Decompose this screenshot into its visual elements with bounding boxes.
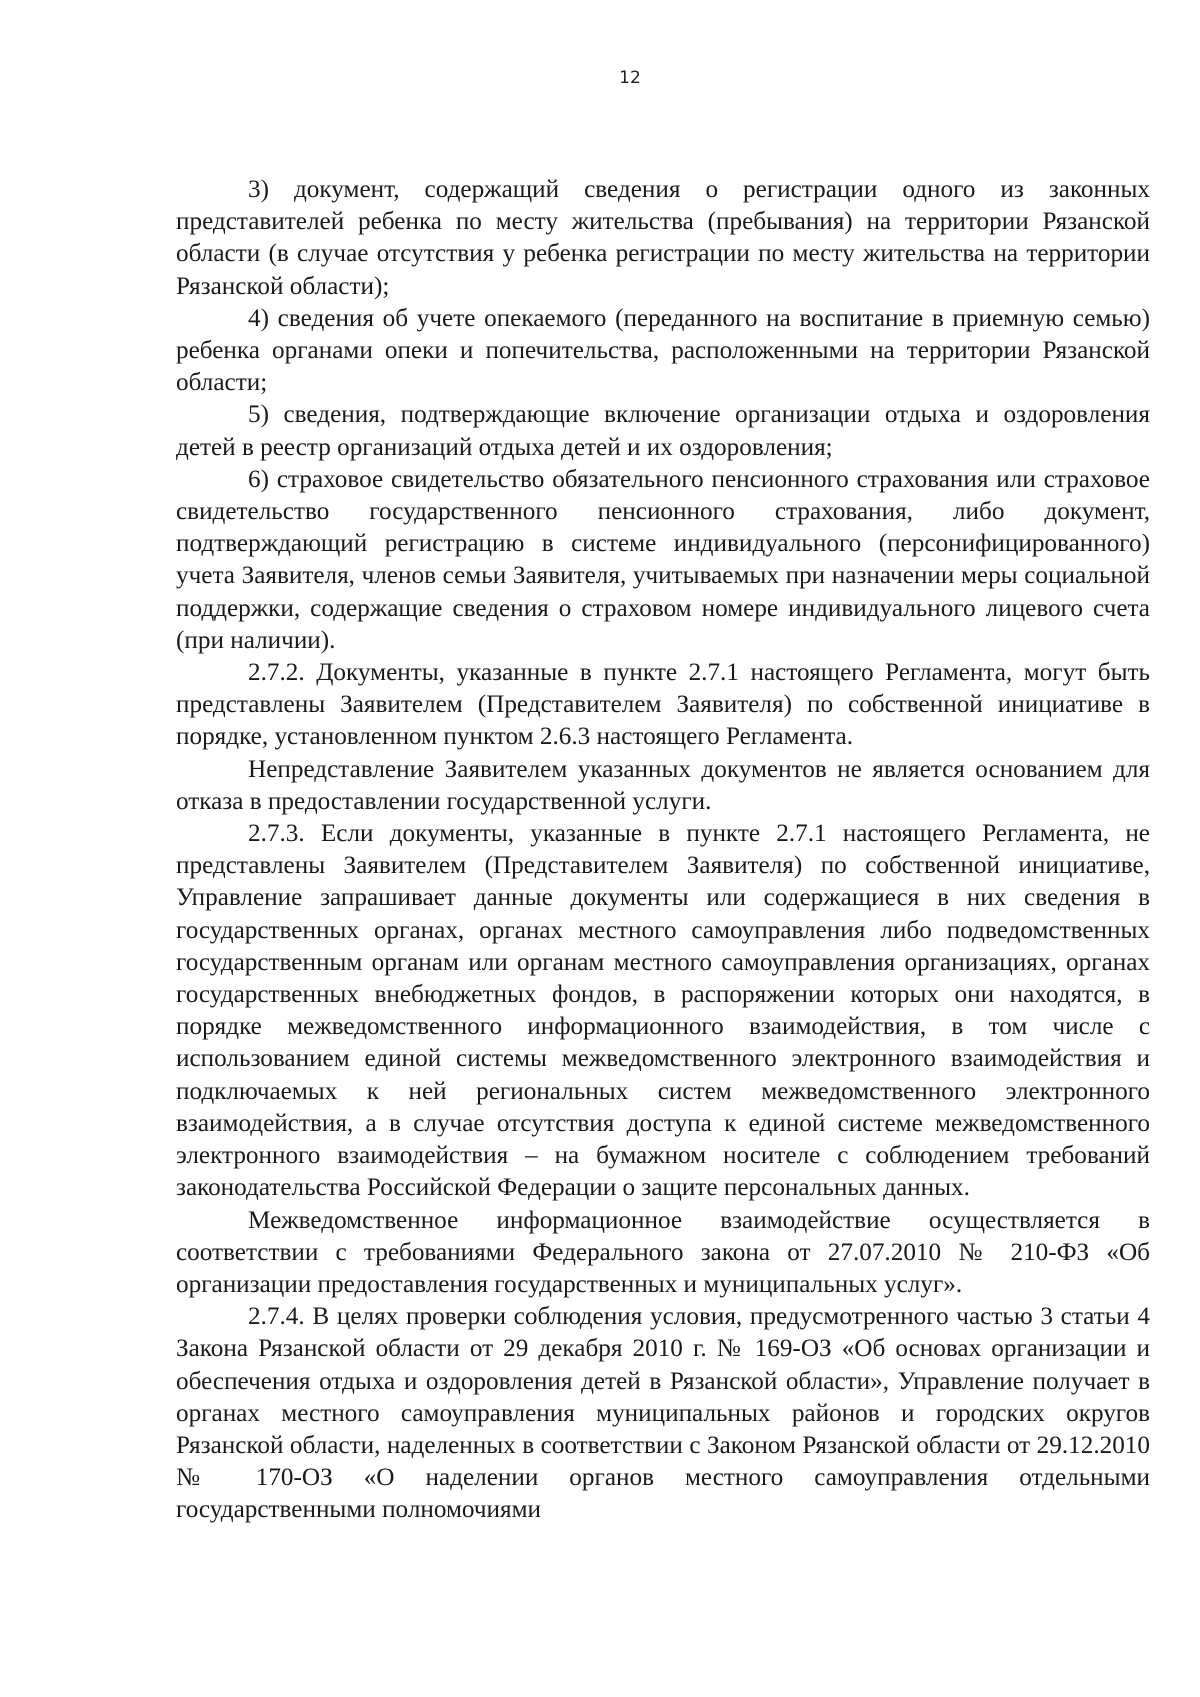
paragraph-interagency: Межведомственное информационное взаимодействие осуществляется в соответствии с требованиями Федерального закона от 27.07.2010 № 210-ФЗ «Об организации предоставления государственных и муниципальных услуг». — [176, 1206, 1150, 1298]
paragraph-item-6: 6) страховое свидетельство обязательного пенсионного страхования или страховое свидетельство государственного пенсионного страхования, либо документ, подтверждающий регистрацию в системе индивидуального (персонифицированного) учета Заявителя, членов семьи Заявителя, учитываемых при назначении меры социальной поддержки, содержащие сведения о страховом номере индивидуального лицевого счета (при наличии). — [176, 465, 1150, 654]
paragraph-2-7-3: 2.7.3. Если документы, указанные в пункте 2.7.1 настоящего Регламента, не представлены Заявителем (Представителем Заявителя) по собственной инициативе, Управление запрашивает данные документы или содержащиеся в них сведения в государственных органах, органах местного самоуправления либо подведомственных государственным органам или органам местного самоуправления организациях, органах государственных внебюджетных фондов, в распоряжении которых они находятся, в порядке межведомственного информационного взаимодействия, в том числе с использованием единой системы межведомственного электронного взаимодействия и подключаемых к ней региональных систем межведомственного электронного взаимодействия, а в случае отсутствия доступа к единой системе межведомственного электронного взаимодействия – на бумажном носителе с соблюдением требований законодательства Российской Федерации о защите персональных данных. — [176, 820, 1150, 1202]
paragraph-non-submission: Непредставление Заявителем указанных документов не является основанием для отказа в предоставлении государственной услуги. — [176, 755, 1150, 815]
paragraph-2-7-2: 2.7.2. Документы, указанные в пункте 2.7.1 настоящего Регламента, могут быть представлены Заявителем (Представителем Заявителя) по собственной инициативе в порядке, установленном пунктом 2.6.3 настоящего Регламента. — [176, 659, 1150, 751]
paragraph-item-5: 5) сведения, подтверждающие включение организации отдыха и оздоровления детей в реестр организаций отдыха детей и их оздоровления; — [176, 401, 1150, 461]
document-body — [176, 174, 1150, 1527]
paragraph-2-7-4: 2.7.4. В целях проверки соблюдения условия, предусмотренного частью 3 статьи 4 Закона Рязанской области от 29 декабря 2010 г. № 169-ОЗ «Об основах организации и обеспечения отдыха и оздоровления детей в Рязанской области», Управление получает в органах местного самоуправления муниципальных районов и городских округов Рязанской области, наделенных в соответствии с Законом Рязанской области от 29.12.2010 № 170-ОЗ «О наделении органов местного самоуправления отдельными государственными полномочиями — [176, 1303, 1150, 1524]
paragraph-item-3: 3) документ, содержащий сведения о регистрации одного из законных представителей ребенка по месту жительства (пребывания) на территории Рязанской области (в случае отсутствия у ребенка регистрации по месту жительства на территории Рязанской области); — [176, 176, 1150, 300]
page-number: 12 — [619, 68, 641, 88]
paragraph-item-4: 4) сведения об учете опекаемого (переданного на воспитание в приемную семью) ребенка органами опеки и попечительства, расположенными на территории Рязанской области; — [176, 304, 1150, 397]
